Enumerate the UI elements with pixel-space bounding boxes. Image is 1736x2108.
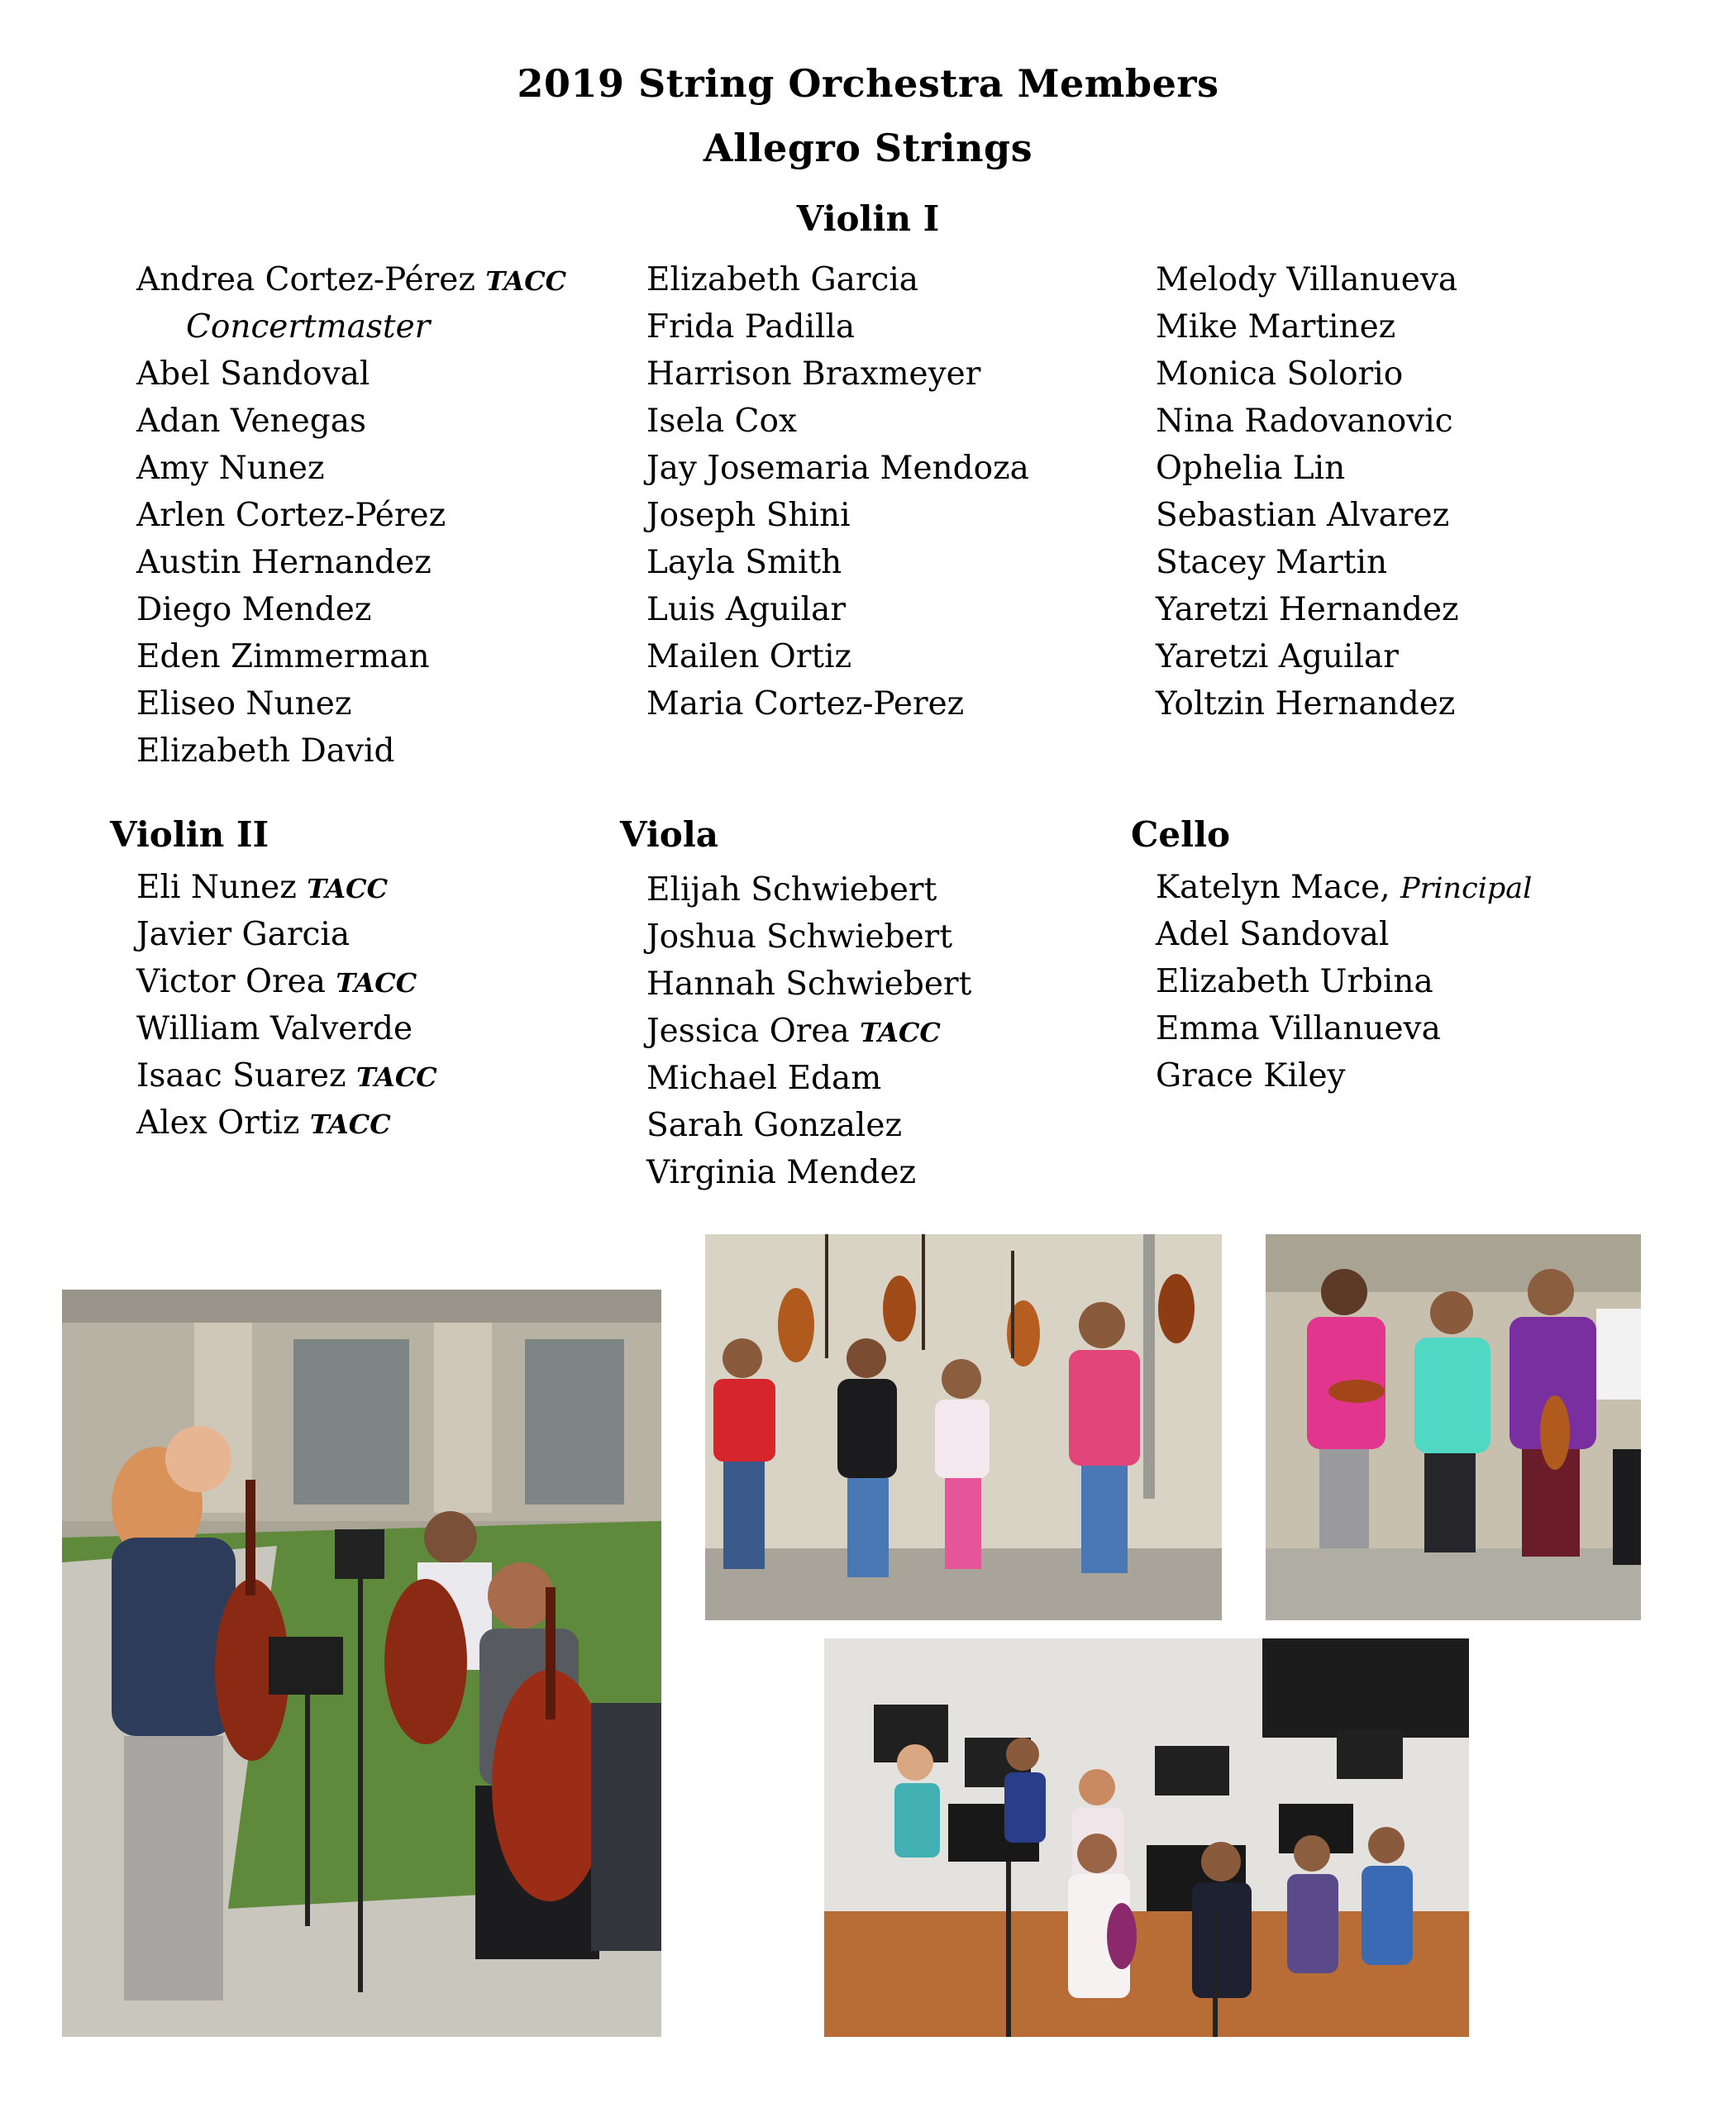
violin2-list	[136, 864, 437, 1147]
member-name: Elizabeth David	[136, 732, 395, 770]
member-name: Jay Josemaria Mendoza	[646, 450, 1029, 487]
member-entry	[136, 727, 566, 775]
member-name: Yoltzin Hernandez	[1156, 685, 1456, 723]
tacc-tag: TACC	[309, 1109, 391, 1140]
member-entry	[1156, 256, 1459, 303]
member-name: Hannah Schwiebert	[646, 966, 972, 1003]
member-name: Javier Garcia	[136, 916, 351, 953]
member-name: Katelyn Mace,	[1156, 869, 1390, 906]
member-entry	[646, 303, 1029, 351]
violin1-column-1	[136, 256, 566, 775]
member-name: Diego Mendez	[136, 591, 372, 628]
member-entry	[1156, 1005, 1532, 1052]
member-name: Isela Cox	[646, 403, 797, 440]
member-name: Sebastian Alvarez	[1156, 497, 1450, 534]
tacc-tag: TACC	[336, 967, 417, 999]
member-name: Layla Smith	[646, 544, 842, 581]
member-entry	[136, 586, 566, 633]
member-name: William Valverde	[136, 1010, 413, 1047]
member-entry	[136, 398, 566, 445]
member-entry	[136, 958, 437, 1005]
member-entry	[646, 866, 971, 913]
member-entry	[1156, 303, 1459, 351]
member-name: Luis Aguilar	[646, 591, 846, 628]
member-name: Grace Kiley	[1156, 1057, 1346, 1095]
page-subtitle: Allegro Strings	[703, 126, 1033, 170]
member-name: Jessica Orea	[646, 1013, 850, 1050]
member-entry	[136, 911, 437, 958]
member-entry	[1156, 958, 1532, 1005]
member-entry	[136, 1099, 437, 1147]
member-entry	[1156, 864, 1532, 911]
member-entry	[136, 256, 566, 303]
member-name: Victor Orea	[136, 963, 326, 1000]
member-name: Elizabeth Urbina	[1156, 963, 1433, 1000]
member-entry	[1156, 633, 1459, 680]
member-entry	[646, 398, 1029, 445]
member-name: Sarah Gonzalez	[646, 1107, 903, 1144]
photo-violins-raised	[705, 1234, 1222, 1620]
member-entry	[1156, 398, 1459, 445]
member-entry	[646, 1102, 971, 1149]
member-entry	[646, 351, 1029, 398]
member-name: Emma Villanueva	[1156, 1010, 1441, 1047]
member-entry	[646, 633, 1029, 680]
member-name: Yaretzi Hernandez	[1156, 591, 1459, 628]
member-name: Austin Hernandez	[136, 544, 432, 581]
member-entry	[646, 256, 1029, 303]
member-name: Adel Sandoval	[1156, 916, 1390, 953]
member-name: Amy Nunez	[136, 450, 325, 487]
member-name: Virginia Mendez	[646, 1154, 916, 1191]
member-name: Isaac Suarez	[136, 1057, 346, 1095]
viola-list	[646, 866, 971, 1196]
member-name: Alex Ortiz	[136, 1104, 300, 1142]
member-name: Harrison Braxmeyer	[646, 355, 981, 393]
member-entry	[646, 586, 1029, 633]
violin1-column-3	[1156, 256, 1459, 727]
member-name: Maria Cortez-Perez	[646, 685, 965, 723]
member-entry	[136, 492, 566, 539]
cello-heading: Cello	[1131, 814, 1231, 855]
member-name: Joshua Schwiebert	[646, 918, 952, 956]
member-name: Yaretzi Aguilar	[1156, 638, 1399, 675]
member-entry	[1156, 680, 1459, 727]
member-name: Joseph Shini	[646, 497, 851, 534]
member-entry	[136, 539, 566, 586]
member-entry	[646, 1008, 971, 1055]
member-entry	[646, 1055, 971, 1102]
member-name: Adan Venegas	[136, 403, 366, 440]
page-title: 2019 String Orchestra Members	[517, 61, 1219, 106]
photo-cello-students	[62, 1290, 661, 2037]
member-name: Nina Radovanovic	[1156, 403, 1453, 440]
viola-heading: Viola	[620, 814, 718, 855]
member-name: Frida Padilla	[646, 308, 856, 346]
member-name: Eliseo Nunez	[136, 685, 352, 723]
tacc-tag: TACC	[355, 1061, 437, 1093]
member-entry	[1156, 539, 1459, 586]
member-entry	[646, 492, 1029, 539]
member-name: Monica Solorio	[1156, 355, 1404, 393]
member-entry	[136, 1005, 437, 1052]
member-entry	[136, 303, 566, 351]
member-entry	[646, 1149, 971, 1196]
member-entry	[1156, 492, 1459, 539]
photo-three-violinists	[1266, 1234, 1641, 1620]
violin2-heading: Violin II	[110, 814, 269, 855]
member-entry	[646, 445, 1029, 492]
member-entry	[136, 351, 566, 398]
member-role: Principal	[1400, 872, 1533, 905]
tacc-tag: TACC	[307, 873, 389, 904]
member-name: Melody Villanueva	[1156, 261, 1458, 298]
member-name: Ophelia Lin	[1156, 450, 1346, 487]
member-entry	[1156, 445, 1459, 492]
violin1-column-2	[646, 256, 1029, 727]
member-entry	[646, 913, 971, 961]
member-entry	[1156, 911, 1532, 958]
member-name: Andrea Cortez-Pérez	[136, 261, 475, 298]
tacc-tag: TACC	[860, 1017, 941, 1048]
photo-group-rehearsal	[824, 1638, 1469, 2037]
member-name: Mailen Ortiz	[646, 638, 852, 675]
member-entry	[1156, 586, 1459, 633]
member-name: Stacey Martin	[1156, 544, 1388, 581]
tacc-tag: TACC	[485, 265, 567, 297]
member-role-note: Concertmaster	[186, 308, 431, 346]
member-entry	[136, 445, 566, 492]
member-name: Mike Martinez	[1156, 308, 1396, 346]
member-name: Elizabeth Garcia	[646, 261, 919, 298]
member-entry	[1156, 1052, 1532, 1099]
member-name: Elijah Schwiebert	[646, 871, 937, 909]
member-entry	[646, 961, 971, 1008]
member-name: Eli Nunez	[136, 869, 297, 906]
member-name: Eden Zimmerman	[136, 638, 430, 675]
member-entry	[1156, 351, 1459, 398]
member-entry	[646, 539, 1029, 586]
member-name: Abel Sandoval	[136, 355, 370, 393]
member-entry	[136, 864, 437, 911]
member-entry	[136, 1052, 437, 1099]
member-entry	[136, 680, 566, 727]
member-name: Arlen Cortez-Pérez	[136, 497, 446, 534]
violin1-heading: Violin I	[796, 198, 940, 239]
member-name: Michael Edam	[646, 1060, 882, 1097]
cello-list	[1156, 864, 1532, 1099]
member-entry	[646, 680, 1029, 727]
member-entry	[136, 633, 566, 680]
